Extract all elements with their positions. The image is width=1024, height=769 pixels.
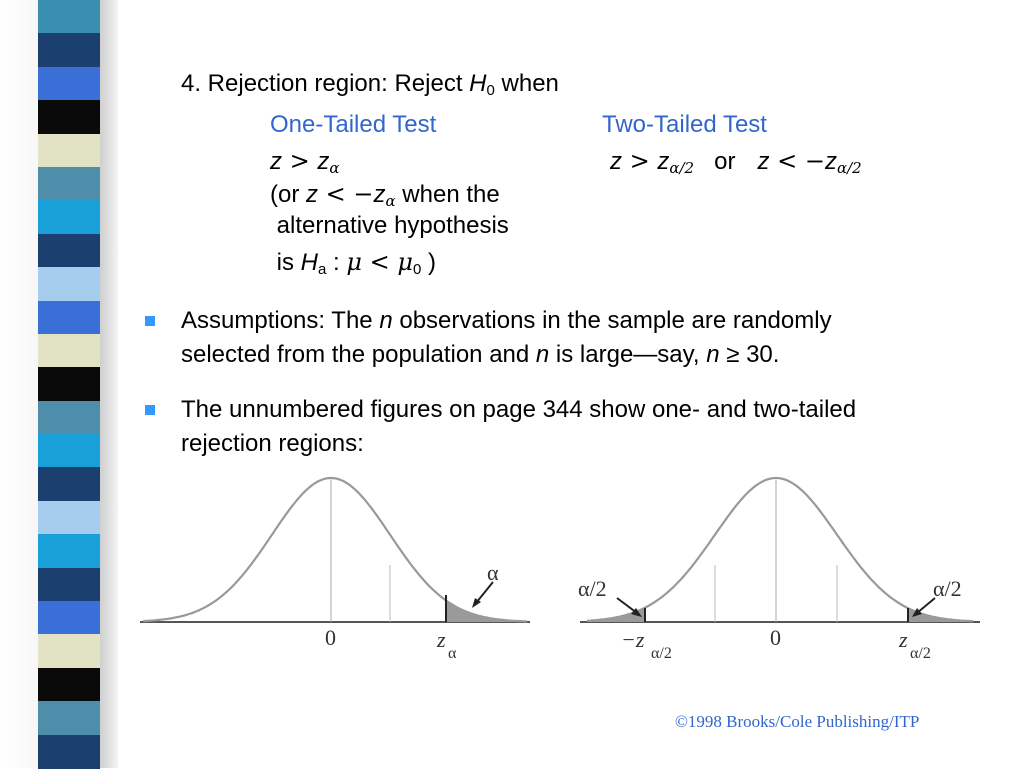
color-block: [38, 501, 100, 535]
heading-text: 4. Rejection region: Reject: [181, 70, 470, 97]
h-subscript: 0: [486, 82, 495, 99]
color-block: [38, 267, 100, 301]
z-var: z: [610, 148, 622, 175]
one-tailed-label: One-Tailed Test: [270, 111, 437, 138]
text: rejection regions:: [181, 430, 364, 457]
z-var: z: [373, 181, 386, 208]
alpha-arrow: [476, 582, 493, 603]
text: Assumptions: The: [181, 307, 380, 334]
color-block: [38, 0, 100, 34]
text: ≥ 30.: [719, 341, 780, 368]
alt-hypothesis-formula: [270, 248, 436, 277]
h-symbol: H: [469, 70, 487, 97]
text: selected from the population and: [181, 341, 536, 368]
z-var: z: [317, 148, 330, 175]
color-block: [38, 100, 100, 134]
neg-z-label: −z: [621, 627, 645, 652]
lt-neg-op: < −: [769, 147, 825, 175]
text: is large—say,: [549, 341, 707, 368]
z-alpha-label: z: [437, 627, 446, 652]
color-block: [38, 735, 100, 769]
alpha-half-label-left: α/2: [578, 576, 607, 601]
z-var: z: [657, 148, 670, 175]
mu-subscript: 0: [412, 261, 422, 278]
color-block: [38, 67, 100, 101]
z-alpha-sub: α: [448, 645, 457, 662]
neg-z-sub: α/2: [651, 645, 672, 662]
alpha-half-sub: α/2: [669, 159, 695, 177]
two-tailed-rule: [610, 147, 862, 176]
sidebar-shadow: [100, 0, 118, 768]
copyright-footer: ©1998 Brooks/Cole Publishing/ITP: [675, 712, 920, 731]
bullet-square-icon: [145, 316, 155, 326]
color-block: [38, 134, 100, 168]
n-var: n: [535, 341, 550, 368]
z-var: z: [306, 181, 318, 208]
n-var: n: [379, 307, 393, 334]
color-block: [38, 367, 100, 401]
color-block: [38, 434, 100, 468]
alpha-half-label-right: α/2: [933, 576, 962, 601]
mu-symbol: μ: [346, 248, 362, 276]
z-var: z: [757, 148, 770, 175]
assumptions-bullet: [181, 304, 1001, 372]
heading-suffix: when: [494, 70, 559, 97]
color-block: [38, 601, 100, 635]
figures-bullet: [181, 393, 1001, 461]
z-sub: α/2: [910, 645, 931, 662]
z-label: z: [899, 627, 908, 652]
is-word: is: [270, 249, 301, 276]
rejection-heading: [181, 70, 559, 98]
color-block-strip: [38, 0, 100, 768]
alt-or-clause: [270, 180, 500, 209]
color-block: [38, 234, 100, 268]
color-block: [38, 167, 100, 201]
mu-symbol: μ: [397, 248, 413, 276]
color-block: [38, 568, 100, 602]
text: The unnumbered figures on page 344 show one- and two-tailed: [181, 396, 857, 423]
gt-op: >: [622, 147, 658, 175]
alpha-sub: α: [329, 159, 340, 177]
color-block: [38, 467, 100, 501]
zero-tick-label: 0: [770, 625, 781, 650]
colon: :: [326, 249, 347, 276]
n-var: n: [706, 341, 720, 368]
color-block: [38, 334, 100, 368]
color-block: [38, 401, 100, 435]
alt-hypothesis-line: alternative hypothesis: [270, 212, 509, 239]
one-tailed-rule: [270, 147, 340, 176]
color-block: [38, 701, 100, 735]
or-suffix: when the: [395, 181, 500, 208]
rejection-tail-area: [446, 601, 527, 623]
alpha-half-sub: α/2: [836, 159, 862, 177]
lt-neg-op: < −: [318, 180, 374, 208]
or-prefix: (or: [270, 181, 306, 208]
lt-op: <: [361, 248, 398, 276]
close-paren: ): [421, 249, 436, 276]
color-block: [38, 534, 100, 568]
decorative-sidebar: [0, 0, 118, 768]
h-subscript: a: [318, 261, 327, 278]
one-tailed-figure: [135, 470, 535, 670]
z-var: z: [270, 148, 282, 175]
or-word: or: [714, 148, 736, 175]
two-tailed-label: Two-Tailed Test: [602, 111, 767, 138]
color-block: [38, 33, 100, 67]
normal-curve: [587, 478, 973, 621]
two-tailed-figure: [575, 470, 985, 670]
color-block: [38, 200, 100, 234]
text: observations in the sample are randomly: [392, 307, 832, 334]
gt-op: >: [282, 147, 318, 175]
normal-curve: [143, 478, 527, 621]
zero-tick-label: 0: [325, 625, 336, 650]
bullet-square-icon: [145, 405, 155, 415]
z-var: z: [824, 148, 837, 175]
alpha-label: α: [487, 560, 499, 585]
h-symbol: H: [300, 249, 319, 276]
color-block: [38, 301, 100, 335]
alpha-sub: α: [385, 192, 396, 210]
color-block: [38, 668, 100, 702]
color-block: [38, 634, 100, 668]
